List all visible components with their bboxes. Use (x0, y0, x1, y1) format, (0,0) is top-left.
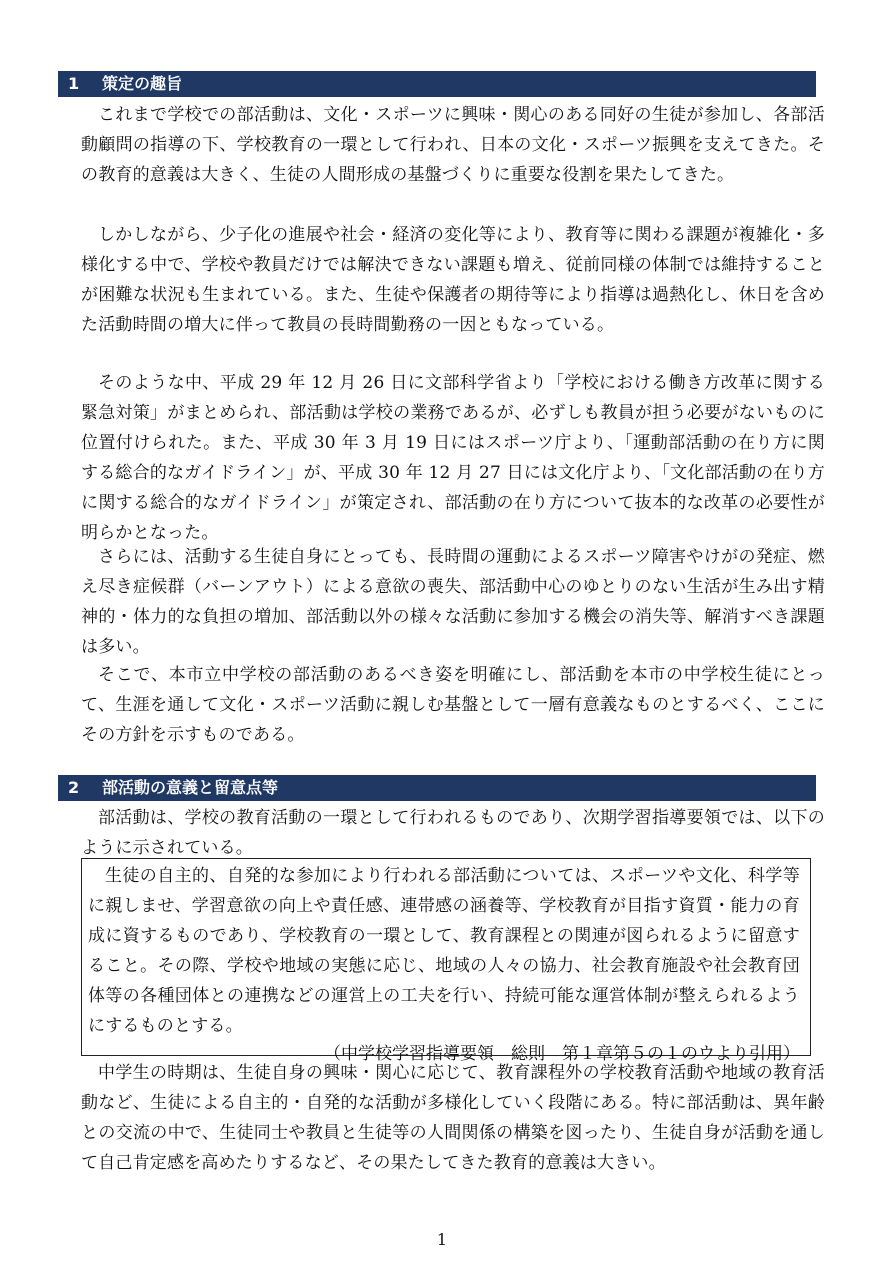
section-1-paragraph-4: さらには、活動する生徒自身にとっても、長時間の運動によるスポーツ障害やけがの発症、燃え尽き症候群（バーンアウト）による意欲の喪失、部活動中心のゆとりのない生活が生み出す精神的・体力的な負担の増加、部活動以外の様々な活動に参加する機会の消失等、解消すべき課題は多い。 (81, 547, 825, 657)
section-1-paragraph-1: これまで学校での部活動は、文化・スポーツに興味・関心のある同好の生徒が参加し、各部活動顧問の指導の下、学校教育の一環として行われ、日本の文化・スポーツ振興を支えてきた。その教育的意義は大きく、生徒の人間形成の基盤づくりに重要な役割を果たしてきた。 (81, 105, 825, 185)
section-1-title: 策定の趣旨 (102, 74, 183, 93)
section-1-paragraph-2: しかしながら、少子化の進展や社会・経済の変化等により、教育等に関わる課題が複雑化・多様化する中で、学校や教員だけでは解決できない課題も増え、従前同様の体制では維持することが困難な状況も生まれている。また、生徒や保護者の期待等により指導は過熱化し、休日を含めた活動時間の増大に伴って教員の長時間勤務の一因ともなっている。 (81, 225, 825, 335)
guideline-quote-box (81, 858, 811, 1064)
section-1-paragraph-3: そのような中、平成 29 年 12 月 26 日に文部科学省より「学校における働き方改革に関する緊急対策」がまとめられ、部活動は学校の業務であるが、必ずしも教員が担う必要がないものに位置付けられた。また、平成 30 年 3 月 19 日にはスポーツ庁より、「運動部活動の在り方に関する総合的なガイドライン」が、平成 30 年 12 月 27 日には文化庁より、「文化部活動の在り方に関する総合的なガイドライン」が策定され、部活動の在り方について抜本的な改革の必要性が明らかとなった。 (81, 373, 825, 543)
section-2-intro: 部活動は、学校の教育活動の一環として行われるものであり、次期学習指導要領では、以下のように示されている。 (81, 808, 825, 858)
guideline-quote-source: （中学校学習指導要領 総則 第１章第５の１のウより引用） (324, 1044, 800, 1064)
section-1-paragraph-5: そこで、本市立中学校の部活動のあるべき姿を明確にし、部活動を本市の中学校生徒にとって、生涯を通して文化・スポーツ活動に親しむ基盤として一層有意義なものとするべく、ここにその方針を示すものである。 (81, 665, 825, 745)
section-2-title: 部活動の意義と留意点等 (102, 778, 279, 797)
section-1-number: 1 (68, 74, 80, 93)
section-1-heading (58, 71, 816, 97)
section-2-heading (58, 775, 816, 801)
section-2-closing-paragraph: 中学生の時期は、生徒自身の興味・関心に応じて、教育課程外の学校教育活動や地域の教育活動など、生徒による自主的・自発的な活動が多様化していく段階にある。特に部活動は、異年齢との交流の中で、生徒同士や教員と生徒等の人間関係の構築を図ったり、生徒自身が活動を通して自己肯定感を高めたりするなど、その果たしてきた教育的意義は大きい。 (81, 1063, 825, 1173)
page-number: 1 (436, 1230, 448, 1249)
guideline-quote-text: 生徒の自主的、自発的な参加により行われる部活動については、スポーツや文化、科学等に親しませ、学習意欲の向上や責任感、連帯感の涵養等、学校教育が目指す資質・能力の育成に資するものであり、学校教育の一環として、教育課程との関連が図られるように留意すること。その際、学校や地域の実態に応じ、地域の人々の協力、社会教育施設や社会教育団体等の各種団体との連携などの運営上の工夫を行い、持続可能な運営体制が整えられるようにするものとする。 (88, 866, 800, 1036)
section-2-number: 2 (68, 778, 80, 797)
